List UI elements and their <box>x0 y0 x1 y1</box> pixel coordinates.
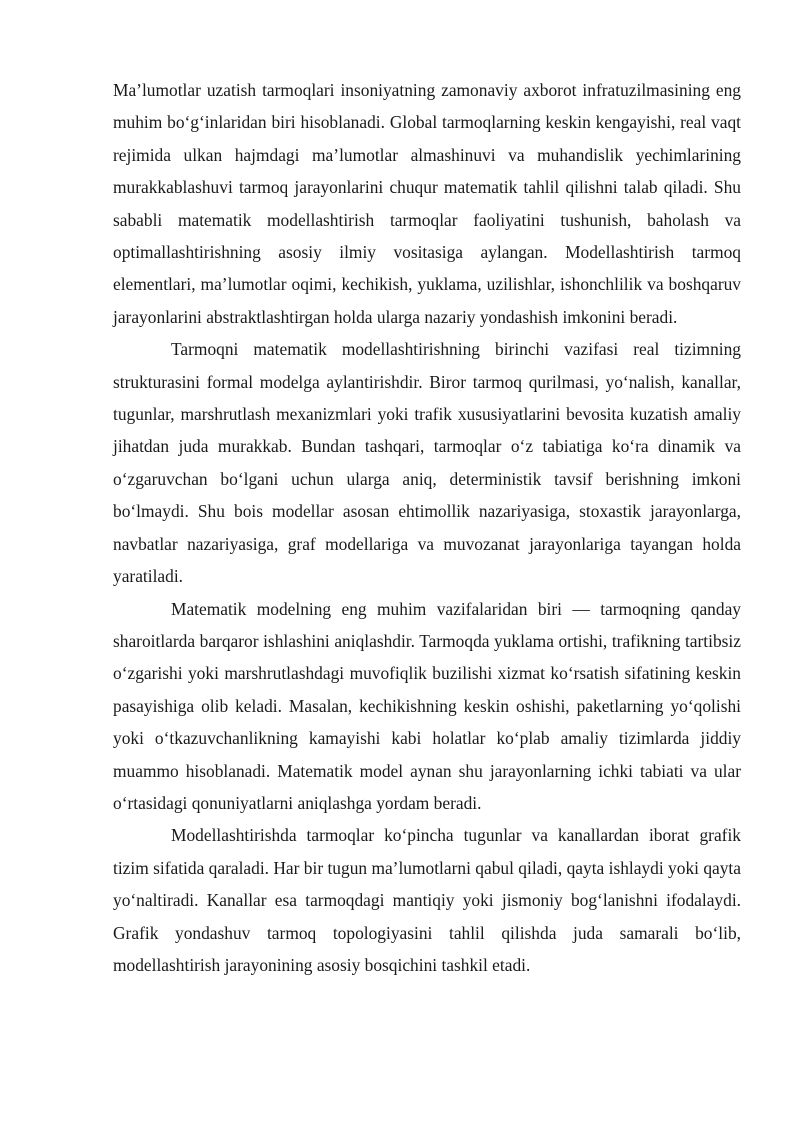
paragraph-4: Modellashtirishda tarmoqlar ko‘pincha tugunlar va kanallardan iborat grafik tizim sifatida qaraladi. Har bir tugun ma’lumotlarni qabul qiladi, qayta ishlaydi yoki qayta yo‘naltiradi. Kanallar esa tarmoqdagi mantiqiy yoki jismoniy bog‘lanishni ifodalaydi. Grafik yondashuv tarmoq topologiyasini tahlil qilishda juda samarali bo‘lib, modellashtirish jarayonining asosiy bosqichini tashkil etadi. <box>113 825 741 975</box>
document-body <box>113 74 741 981</box>
paragraph-3: Matematik modelning eng muhim vazifalaridan biri — tarmoqning qanday sharoitlarda barqaror ishlashini aniqlashdir. Tarmoqda yuklama ortishi, trafikning tartibsiz o‘zgarishi yoki marshrutlashdagi muvofiqlik buzilishi xizmat ko‘rsatish sifatining keskin pasayishiga olib keladi. Masalan, kechikishning keskin oshishi, paketlarning yo‘qolishi yoki o‘tkazuvchanlikning kamayishi kabi holatlar ko‘plab amaliy tizimlarda jiddiy muammo hisoblanadi. Matematik model aynan shu jarayonlarning ichki tabiati va ular o‘rtasidagi qonuniyatlarni aniqlashga yordam beradi. <box>113 598 741 813</box>
paragraph-2: Tarmoqni matematik modellashtirishning birinchi vazifasi real tizimning strukturasini formal modelga aylantirishdir. Biror tarmoq qurilmasi, yo‘nalish, kanallar, tugunlar, marshrutlash mexanizmlari yoki trafik xususiyatlarini bevosita kuzatish amaliy jihatdan juda murakkab. Bundan tashqari, tarmoqlar o‘z tabiatiga ko‘ra dinamik va o‘zgaruvchan bo‘lgani uchun ularga aniq, deterministik tavsif berishning imkoni bo‘lmaydi. Shu bois modellar asosan ehtimollik nazariyasiga, stoxastik jarayonlarga, navbatlar nazariyasiga, graf modellariga va muvozanat jarayonlariga tayangan holda yaratiladi. <box>113 339 741 587</box>
paragraph-1: Ma’lumotlar uzatish tarmoqlari insoniyatning zamonaviy axborot infratuzilmasining eng muhim bo‘g‘inlaridan biri hisoblanadi. Global tarmoqlarning keskin kengayishi, real vaqt rejimida ulkan hajmdagi ma’lumotlar almashinuvi va muhandislik yechimlarining murakkablashuvi tarmoq jarayonlarini chuqur matematik tahlil qilishni talab qiladi. Shu sababli matematik modellashtirish tarmoqlar faoliyatini tushunish, baholash va optimallashtirishning asosiy ilmiy vositasiga aylangan. Modellashtirish tarmoq elementlari, ma’lumotlar oqimi, kechikish, yuklama, uzilishlar, ishonchlilik va boshqaruv jarayonlarini abstraktlashtirgan holda ularga nazariy yondashish imkonini beradi. <box>113 80 741 327</box>
